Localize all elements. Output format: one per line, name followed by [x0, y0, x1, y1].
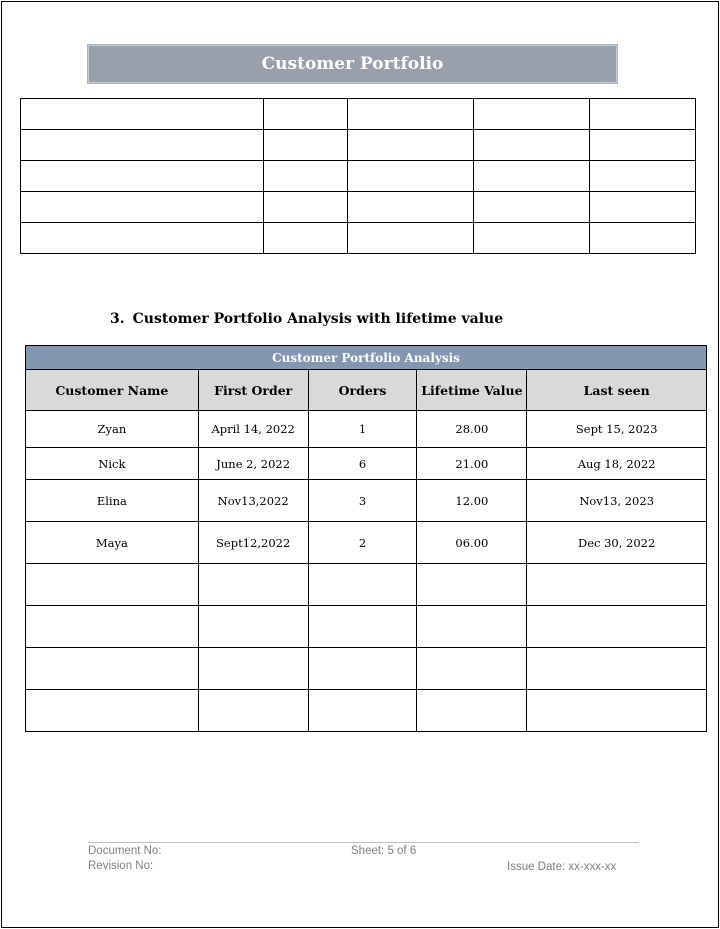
table-cell: [474, 130, 590, 161]
footer-divider: [88, 842, 639, 843]
customer-portfolio-analysis-table: [25, 345, 707, 732]
cell-customer-name: Elina: [26, 480, 199, 522]
table-row: [26, 448, 707, 480]
table-cell: [474, 161, 590, 192]
table-row: [21, 99, 696, 130]
table-cell: [527, 564, 707, 606]
section-number: 3.: [110, 311, 125, 327]
table-cell: [26, 564, 199, 606]
table-cell: [26, 606, 199, 648]
cell-first-order: Sept12,2022: [198, 522, 308, 564]
table-cell: [21, 161, 264, 192]
table-cell: [474, 223, 590, 254]
table-cell: [21, 99, 264, 130]
header-orders: Orders: [308, 370, 417, 411]
cell-last-seen: Aug 18, 2022: [527, 448, 707, 480]
customer-portfolio-banner: [88, 45, 617, 83]
document-page: [1, 1, 719, 928]
table-cell: [527, 648, 707, 690]
table-row-empty: [26, 606, 707, 648]
cell-last-seen: Dec 30, 2022: [527, 522, 707, 564]
table-cell: [198, 606, 308, 648]
table-cell: [308, 648, 417, 690]
section-heading: [110, 311, 503, 327]
cell-first-order: April 14, 2022: [198, 411, 308, 448]
table-cell: [347, 130, 474, 161]
cell-lifetime-value: 12.00: [417, 480, 527, 522]
table-row: [21, 130, 696, 161]
table-cell: [347, 223, 474, 254]
table-row: [26, 480, 707, 522]
table-cell: [347, 99, 474, 130]
cell-last-seen: Nov13, 2023: [527, 480, 707, 522]
table-cell: [347, 161, 474, 192]
cell-orders: 3: [308, 480, 417, 522]
cell-lifetime-value: 21.00: [417, 448, 527, 480]
table-row: [26, 522, 707, 564]
table-cell: [26, 690, 199, 732]
footer-issue-date: Issue Date: xx-xxx-xx: [507, 861, 617, 873]
table-cell: [590, 161, 696, 192]
table-cell: [474, 99, 590, 130]
table-cell: [198, 564, 308, 606]
header-lifetime-value: Lifetime Value: [417, 370, 527, 411]
header-customer-name: Customer Name: [26, 370, 199, 411]
table-cell: [590, 99, 696, 130]
table-cell: [263, 99, 347, 130]
table-cell: [474, 192, 590, 223]
table-row: [21, 192, 696, 223]
table-cell: [527, 690, 707, 732]
cell-customer-name: Maya: [26, 522, 199, 564]
table-cell: [590, 223, 696, 254]
footer-document-no: Document No:: [88, 845, 162, 857]
banner-title: Customer Portfolio: [261, 54, 444, 74]
cell-first-order: June 2, 2022: [198, 448, 308, 480]
table-title-row: [26, 346, 707, 370]
table-row-empty: [26, 564, 707, 606]
cell-lifetime-value: 06.00: [417, 522, 527, 564]
table-cell: [21, 192, 264, 223]
cell-lifetime-value: 28.00: [417, 411, 527, 448]
table-cell: [417, 564, 527, 606]
table-cell: [198, 648, 308, 690]
footer-sheet-number: Sheet: 5 of 6: [351, 845, 417, 857]
table-cell: [263, 192, 347, 223]
header-last-seen: Last seen: [527, 370, 707, 411]
table-cell: [263, 130, 347, 161]
cell-orders: 1: [308, 411, 417, 448]
table-cell: [263, 161, 347, 192]
table-cell: [347, 192, 474, 223]
footer-revision-no: Revision No:: [88, 860, 154, 872]
table-row-empty: [26, 648, 707, 690]
cell-first-order: Nov13,2022: [198, 480, 308, 522]
blank-portfolio-table: [20, 98, 696, 254]
cell-customer-name: Zyan: [26, 411, 199, 448]
cell-orders: 6: [308, 448, 417, 480]
table-row-empty: [26, 690, 707, 732]
table-cell: [308, 606, 417, 648]
table-cell: [590, 192, 696, 223]
cell-orders: 2: [308, 522, 417, 564]
table-cell: [417, 606, 527, 648]
section-title: Customer Portfolio Analysis with lifetime value: [132, 311, 504, 327]
table-cell: [263, 223, 347, 254]
table-cell: [26, 648, 199, 690]
table-cell: [21, 223, 264, 254]
table-header-row: [26, 370, 707, 411]
table-cell: [590, 130, 696, 161]
table-cell: [21, 130, 264, 161]
cell-customer-name: Nick: [26, 448, 199, 480]
table-row: [26, 411, 707, 448]
table-title: Customer Portfolio Analysis: [26, 346, 707, 370]
cell-last-seen: Sept 15, 2023: [527, 411, 707, 448]
table-cell: [308, 564, 417, 606]
table-cell: [308, 690, 417, 732]
table-row: [21, 161, 696, 192]
table-cell: [417, 648, 527, 690]
header-first-order: First Order: [198, 370, 308, 411]
table-cell: [198, 690, 308, 732]
table-row: [21, 223, 696, 254]
table-cell: [417, 690, 527, 732]
table-cell: [527, 606, 707, 648]
